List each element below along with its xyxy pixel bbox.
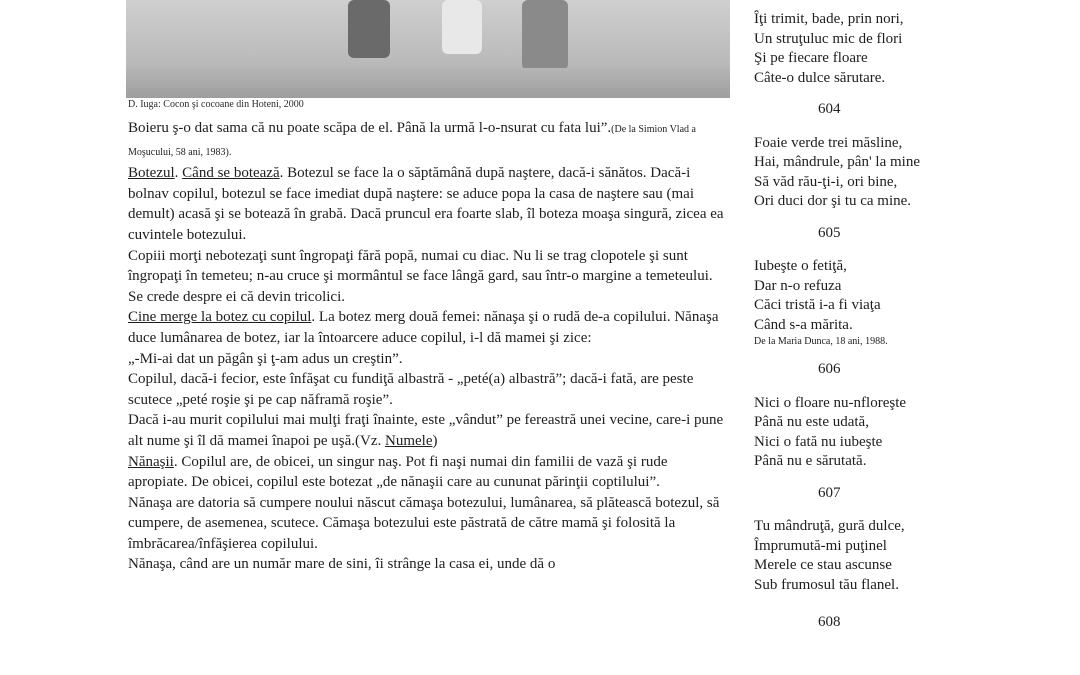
p7-text: Dacă i-au murit copilului mai mulţi fraţi înainte, este „vândut” pe fereastră unei vecine, care-i pune alt nume şi îl dă mamei înapoi pe uşă.(Vz. bbox=[128, 412, 724, 449]
verse-line: Un struţuluc mic de flori bbox=[754, 30, 903, 47]
verse-line: Nici o fată nu iubeşte bbox=[754, 433, 883, 450]
verse-line: Până nu e sărutată. bbox=[754, 453, 867, 469]
main-text-column bbox=[128, 118, 728, 575]
subheading-cand-se-boteaza: Când se botează bbox=[182, 165, 280, 182]
stanza-606 bbox=[754, 394, 1054, 472]
stanza-605 bbox=[754, 257, 1054, 335]
verse-line: Şi pe fiecare floare bbox=[754, 50, 868, 66]
verse-line: Tu mândruţă, gură dulce, bbox=[754, 518, 905, 534]
verse-line: Foaie verde trei măsline, bbox=[754, 134, 903, 151]
verse-line: Ori duci dor şi tu ca mine. bbox=[754, 193, 912, 209]
poem-number-604: 604 bbox=[818, 101, 841, 117]
stanza-603 bbox=[754, 10, 1054, 88]
verse-line: Nici o floare nu-nfloreşte bbox=[754, 394, 907, 411]
paragraph-botezul: Botezul. Când se botează. Botezul se face la o săptămână după naştere, dacă-i sănătos. Dacă-i bolnav copilul, botezul se face imediat după naştere: se aduce popa la casa de naştere sau (mai demult) acasă şi se botează în grabă. Dacă pruncul era foarte slab, îl boteza moaşa singură, zicea ea cuvintele botezului. bbox=[128, 165, 724, 243]
poems-column bbox=[754, 10, 1054, 633]
poem-number-608: 608 bbox=[818, 614, 841, 630]
p8-text: Copilul are, de obicei, un singur naş. Pot fi naşi numai din familii de vază şi rude apropiate. De obicei, copilul este botezat „de nănaşii care au cununat părinţii coptilului”. bbox=[128, 453, 668, 491]
verse-line: Împrumută-mi puţinel bbox=[754, 537, 887, 554]
paragraph-nanasii: Nănaşii. Copilul are, de obicei, un singur naş. Pot fi naşi numai din familii de vază şi rude apropiate. De obicei, copilul este botezat „de nănaşii care au cununat părinţii coptilului”. bbox=[128, 453, 668, 491]
paragraph-copiii-morti: Copiii morţi nebotezaţi sunt îngropaţi fără popă, numai cu diac. Nu li se trag clopotele şi sunt îngropaţi în temeteu; n-au cruce şi mormântul se face lângă gard, sau într-o margine a temeteului. Se crede despre ei că devin tricolici. bbox=[128, 247, 713, 305]
verse-line: Câte-o dulce sărutare. bbox=[754, 69, 886, 86]
verse-line: Să văd rău-ţi-i, ori bine, bbox=[754, 173, 898, 190]
paragraph-copilul-infasat: Copilul, dacă-i fecior, este înfăşat cu fundiţă albastră - „peté(a) albastră”; dacă-i fată, are peste scutece „peté roşie şi pe cap năframă roşie”. bbox=[128, 371, 694, 408]
verse-line: Căci tristă i-a fi viaţa bbox=[754, 297, 881, 313]
paragraph-nanasa-sini: Nănaşa, când are un număr mare de sini, îi strânge la casa ei, unde dă o bbox=[128, 556, 556, 573]
photo-figure-boy bbox=[348, 0, 390, 58]
verse-line: Când s-a mărita. bbox=[754, 316, 853, 333]
verse-line: Iubeşte o fetiţă, bbox=[754, 258, 847, 274]
paragraph-nanasa-datoria: Nănaşa are datoria să cumpere noului născut cămaşa botezului, lumânarea, să plătească botezul, să cumpere, de asemenea, scutece. Cămaşa botezului este păstrată de către mamă şi folosită la îmbrăcarea/înfăşierea copilului. bbox=[128, 494, 720, 552]
verse-line: Sub frumosul tău flanel. bbox=[754, 576, 899, 593]
verse-line: Dar n-o refuza bbox=[754, 277, 842, 294]
verse-line: Merele ce stau ascunse bbox=[754, 557, 892, 573]
paragraph-vandut bbox=[128, 410, 728, 451]
photo-ground bbox=[126, 68, 730, 98]
verse-line: Hai, mândrule, pân' la mine bbox=[754, 154, 920, 170]
heading-cine-merge: Cine merge la botez cu copilul bbox=[128, 309, 312, 326]
photo-figure-girl-right bbox=[522, 0, 568, 70]
p7-close: ) bbox=[432, 432, 438, 449]
heading-botezul: Botezul bbox=[128, 165, 175, 182]
photo-figure-girl-left bbox=[442, 0, 482, 54]
poem-number-607: 607 bbox=[818, 484, 841, 501]
stanza-607 bbox=[754, 517, 1054, 595]
poem-number-606: 606 bbox=[818, 361, 841, 377]
paragraph-cine-merge: Cine merge la botez cu copilul. La botez merg două femei: nănaşa şi o rudă de-a copilului. Nănaşa duce lumânarea de botez, iar la întoarcere aduce copilul, i-l dă mamei şi zice: bbox=[128, 309, 719, 346]
paragraph-1 bbox=[128, 118, 728, 163]
photograph bbox=[126, 0, 730, 98]
paragraph-quote: „-Mi-ai dat un păgân şi ţ-am adus un creştin”. bbox=[128, 350, 403, 367]
link-numele[interactable]: Numele bbox=[385, 432, 433, 449]
verse-line: Până nu este udată, bbox=[754, 414, 869, 430]
verse-line: Îţi trimit, bade, prin nori, bbox=[754, 11, 904, 27]
poem-number-605: 605 bbox=[818, 224, 841, 241]
photo-caption: D. Iuga: Cocon şi cocoane din Hoteni, 2000 bbox=[128, 99, 304, 110]
p1-text: Boieru ş-o dat sama că nu poate scăpa de el. Până la urmă l-o-nsurat cu fata lui”. bbox=[128, 120, 612, 136]
heading-nanasii: Nănaşii bbox=[128, 453, 174, 470]
source-605: De la Maria Dunca, 18 ani, 1988. bbox=[754, 336, 888, 347]
p2-text: Botezul se face la o săptămână după naştere, dacă-i sănătos. Dacă-i bolnav copilul, botezul se face imediat după naştere: se aduce popa la casa de naştere sau (mai demult) acasă şi se botează în grabă. Dacă pruncul era foarte slab, îl boteza moaşa singură, zicea ea cuvintele botezului. bbox=[128, 165, 724, 243]
p4-text: La botez merg două femei: nănaşa şi o rudă de-a copilului. Nănaşa duce lumânarea de botez, iar la întoarcere aduce copilul, i-l dă mamei şi zice: bbox=[128, 309, 719, 346]
p1-source: (De la Simion Vlad a Moşucului, 58 ani, 1983). bbox=[128, 124, 696, 158]
stanza-604 bbox=[754, 134, 1054, 212]
